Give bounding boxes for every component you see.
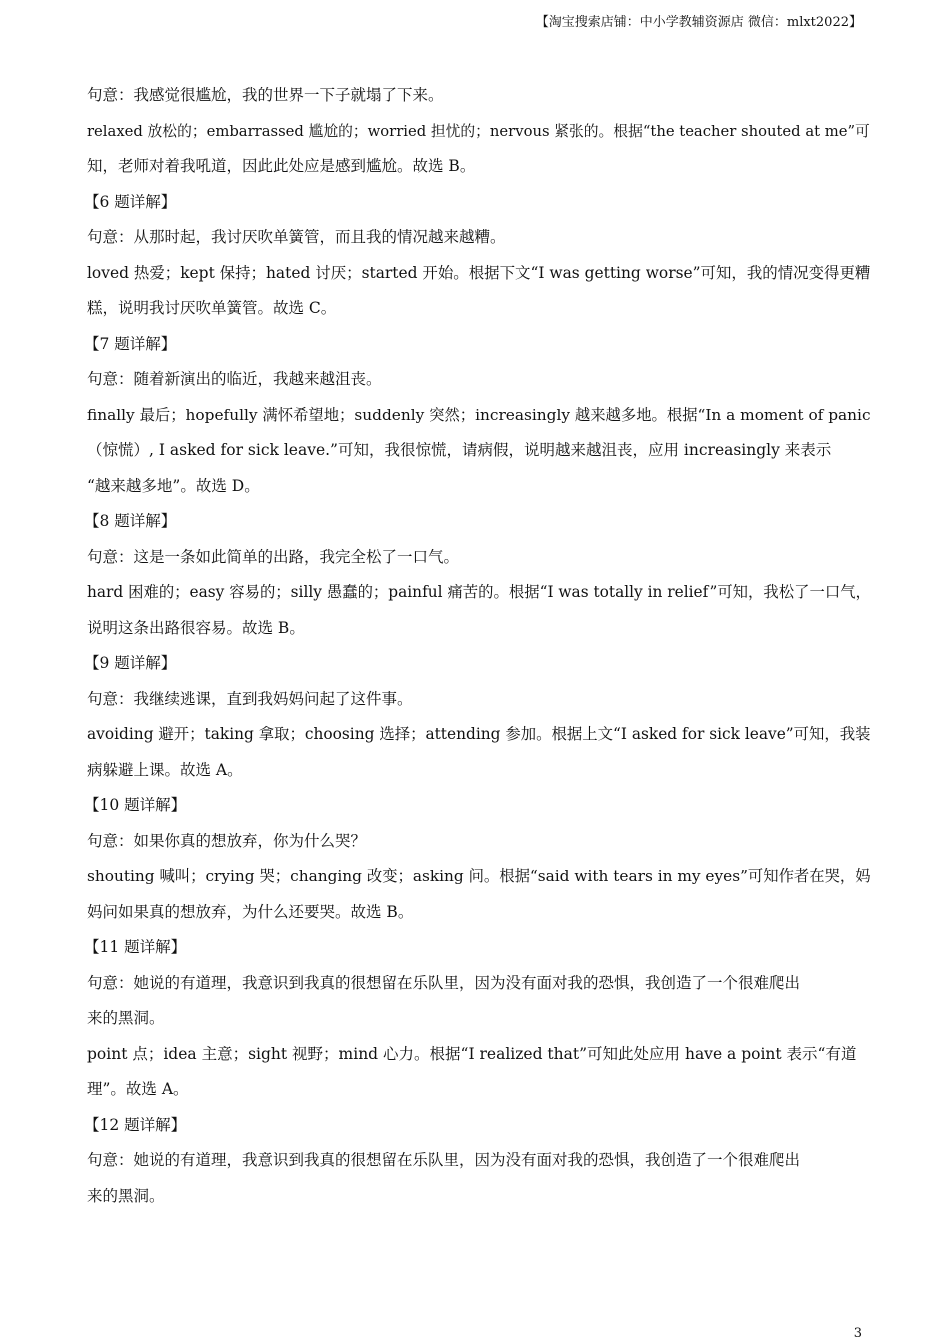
text-line: 来的黑洞。 xyxy=(87,1009,165,1027)
text-line: point 点；idea 主意；sight 视野；mind 心力。根据“I realized that”可知此处应用 have a point 表示“有道 xyxy=(87,1044,857,1063)
text-line: 句意：我感觉很尴尬，我的世界一下子就塌了下来。 xyxy=(87,86,444,104)
text-line: 说明这条出路很容易。故选 B。 xyxy=(87,618,305,637)
page-header: 【淘宝搜索店铺：中小学教辅资源店 微信：mlxt2022】 xyxy=(535,15,862,30)
text-line: hard 困难的；easy 容易的；silly 愚蠢的；painful 痛苦的。根据“I was totally in relief”可知，我松了一口气， xyxy=(87,583,871,601)
text-line: 糕，说明我讨厌吹单簧管。故选 C。 xyxy=(87,299,337,317)
text-line: 句意：从那时起，我讨厌吹单簧管，而且我的情况越来越糟。 xyxy=(87,228,506,246)
text-line: 来的黑洞。 xyxy=(87,1186,165,1205)
text-line: 句意：这是一条如此简单的出路，我完全松了一口气。 xyxy=(87,547,460,566)
section-heading: 【9 题详解】 xyxy=(84,654,177,672)
section-heading: 【8 题详解】 xyxy=(84,512,177,530)
text-line: 句意：她说的有道理，我意识到我真的很想留在乐队里，因为没有面对我的恐惧，我创造了一个很难爬出 xyxy=(87,973,801,992)
section-heading: 【7 题详解】 xyxy=(84,334,177,353)
text-line: 句意：随着新演出的临近，我越来越沮丧。 xyxy=(87,370,382,388)
text-line: avoiding 避开；taking 拿取；choosing 选择；attending 参加。根据上文“I asked for sick leave”可知，我装 xyxy=(87,725,871,743)
text-line: 句意：我继续逃课，直到我妈妈问起了这件事。 xyxy=(87,689,413,708)
text-line: loved 热爱；kept 保持；hated 讨厌；started 开始。根据下文“I was getting worse”可知，我的情况变得更糟 xyxy=(87,263,871,282)
section-heading: 【10 题详解】 xyxy=(84,796,187,814)
section-heading: 【6 题详解】 xyxy=(84,192,177,211)
text-line: 病躲避上课。故选 A。 xyxy=(87,760,243,779)
section-heading: 【11 题详解】 xyxy=(84,938,187,956)
text-line: 理”。故选 A。 xyxy=(87,1080,189,1098)
text-line: （惊慌）, I asked for sick leave.”可知，我很惊慌，请病假，说明越来越沮丧，应用 increasingly 来表示 xyxy=(87,441,832,459)
text-line: 句意：如果你真的想放弃，你为什么哭？ xyxy=(87,831,367,850)
document-body xyxy=(84,78,871,1214)
text-line: “越来越多地”。故选 D。 xyxy=(87,476,260,495)
section-heading: 【12 题详解】 xyxy=(84,1115,187,1134)
text-line: relaxed 放松的；embarrassed 尴尬的；worried 担忧的；nervous 紧张的。根据“the teacher shouted at me”可 xyxy=(87,122,870,140)
text-line: finally 最后；hopefully 满怀希望地；suddenly 突然；increasingly 越来越多地。根据“In a moment of panic xyxy=(87,405,871,424)
text-line: 知，老师对着我吼道，因此此处应是感到尴尬。故选 B。 xyxy=(87,157,476,175)
text-line: 妈问如果真的想放弃，为什么还要哭。故选 B。 xyxy=(87,902,414,921)
page-number: 3 xyxy=(853,1326,862,1341)
text-line: 句意：她说的有道理，我意识到我真的很想留在乐队里，因为没有面对我的恐惧，我创造了一个很难爬出 xyxy=(87,1151,801,1169)
text-line: shouting 喊叫；crying 哭；changing 改变；asking 问。根据“said with tears in my eyes”可知作者在哭，妈 xyxy=(87,867,871,885)
